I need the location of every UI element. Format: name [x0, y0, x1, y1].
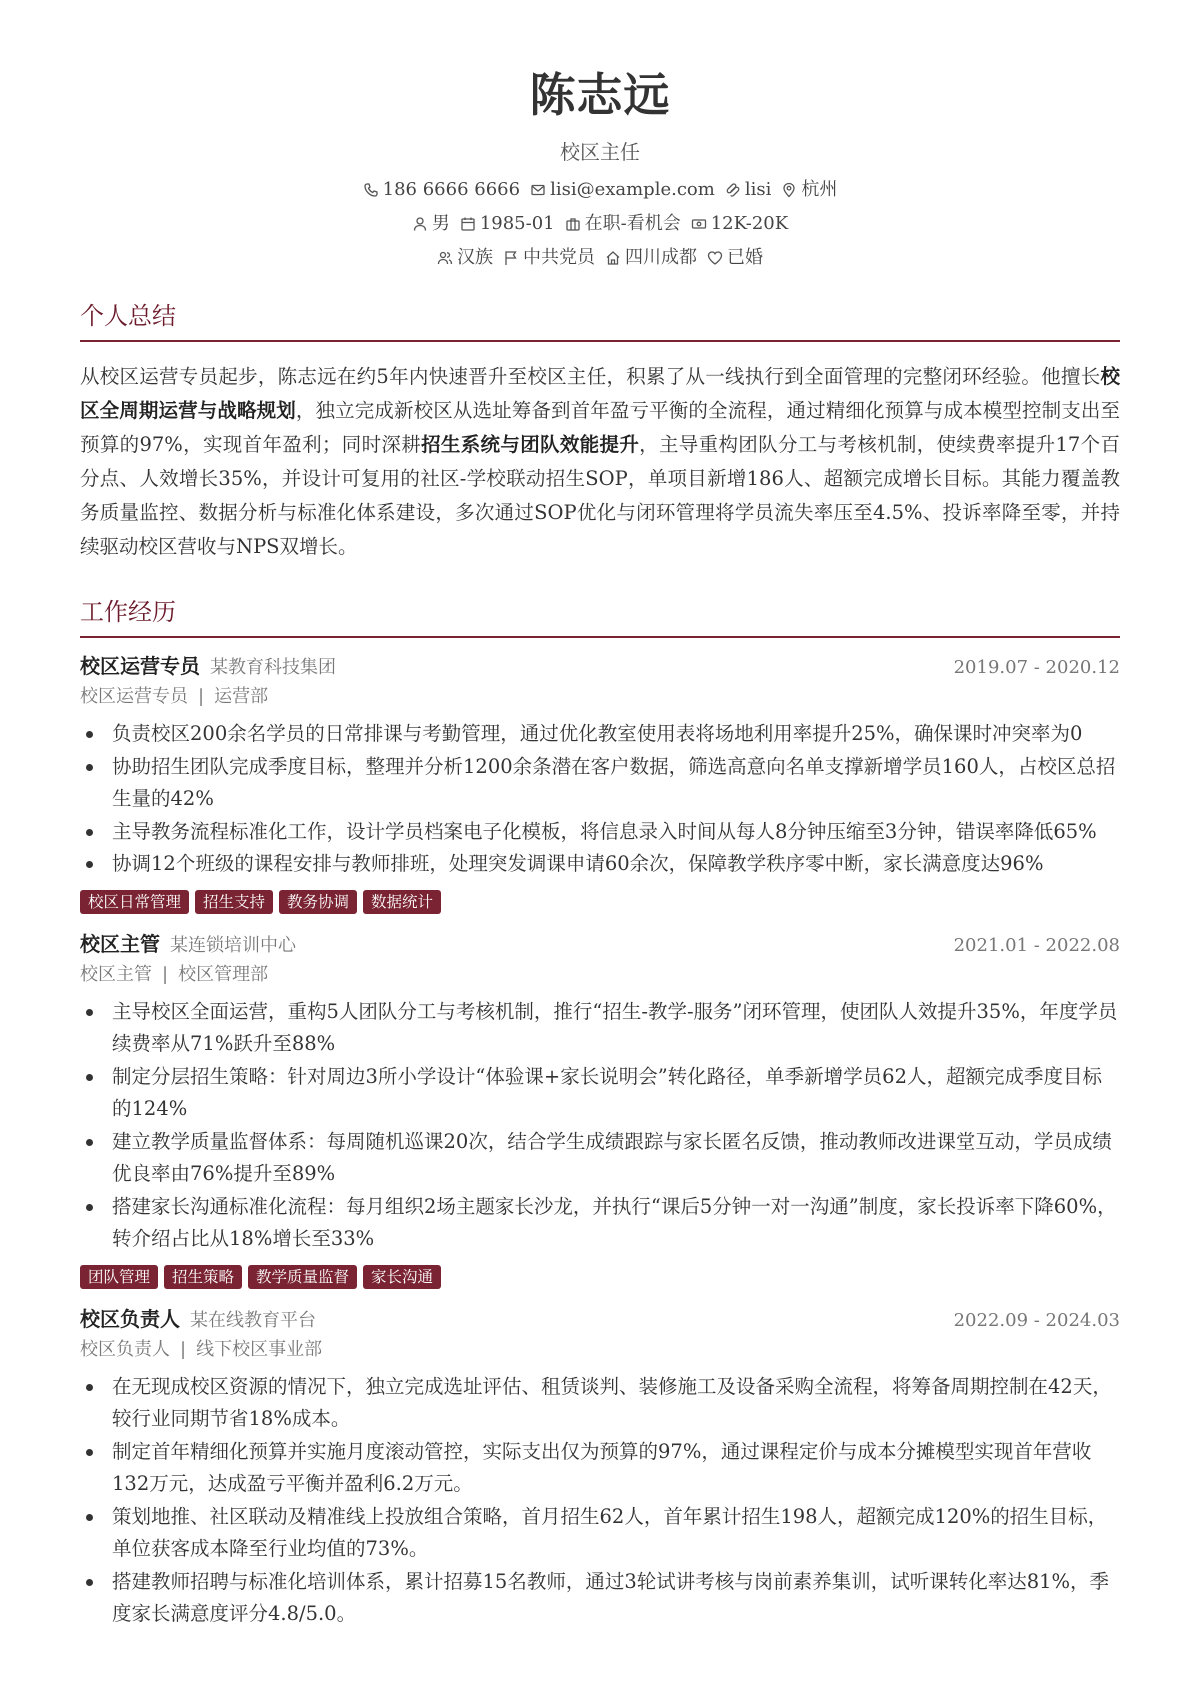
bullet-item: 负责校区200余名学员的日常排课与考勤管理，通过优化教室使用表将场地利用率提升25%，确保课时冲突率为0 [80, 718, 1120, 751]
home-icon [605, 250, 621, 266]
location-text: 杭州 [801, 179, 838, 200]
bullet-item: 制定首年精细化预算并实施月度滚动管控，实际支出仅为预算的97%，通过课程定价与成本分摊模型实现首年营收132万元，达成盈亏平衡并盈利6.2万元。 [80, 1436, 1120, 1501]
resume-header [0, 0, 1200, 270]
wechat-text: lisi [744, 179, 772, 200]
location-icon [781, 182, 797, 198]
job-bullets [80, 718, 1120, 881]
bullet-item: 主导教务流程标准化工作，设计学员档案电子化模板，将信息录入时间从每人8分钟压缩至3分钟，错误率降低65% [80, 816, 1120, 849]
skill-tags [80, 890, 1120, 914]
flag-icon [503, 250, 519, 266]
ethnicity-text: 汉族 [457, 247, 493, 268]
work-section [80, 594, 1120, 1631]
summary-heading: 个人总结 [80, 302, 176, 330]
job-subline [80, 1335, 1120, 1365]
job-header [80, 650, 1120, 682]
skill-tag: 招生策略 [164, 1265, 242, 1289]
gender-text: 男 [431, 213, 450, 234]
bullet-item: 搭建教师招聘与标准化培训体系，累计招募15名教师，通过3轮试讲考核与岗前素养集训，试听课转化率达81%，季度家长满意度评分4.8/5.0。 [80, 1566, 1120, 1631]
party-text: 中共党员 [523, 247, 595, 268]
separator: | [162, 963, 169, 985]
job-subline [80, 960, 1120, 990]
calendar-icon [460, 216, 476, 232]
section-divider [80, 340, 1120, 342]
bullet-item: 建立教学质量监督体系：每周随机巡课20次，结合学生成绩跟踪与家长匿名反馈，推动教师改进课堂互动，学员成绩优良率由76%提升至89% [80, 1126, 1120, 1191]
skill-tag: 家长沟通 [363, 1265, 441, 1289]
job-department: 校区管理部 [178, 963, 269, 985]
salary-icon [691, 216, 707, 232]
skill-tag: 招生支持 [195, 890, 273, 914]
skill-tag: 团队管理 [80, 1265, 158, 1289]
separator: | [198, 686, 205, 707]
job-date: 2019.07 - 2020.12 [953, 657, 1120, 678]
status-text: 在职-看机会 [584, 213, 681, 234]
wechat-icon [725, 182, 741, 198]
job-header [80, 928, 1120, 960]
hometown-text: 四川成都 [625, 247, 697, 268]
bullet-item: 在无现成校区资源的情况下，独立完成选址评估、租赁谈判、装修施工及设备采购全流程，将筹备周期控制在42天，较行业同期节省18%成本。 [80, 1371, 1120, 1436]
summary-section [80, 298, 1120, 564]
phone-text: 186 6666 6666 [382, 179, 521, 200]
ethnicity-icon [437, 250, 453, 266]
section-divider [80, 636, 1120, 638]
job-company: 某在线教育平台 [190, 1309, 316, 1331]
marital-item [707, 246, 763, 270]
job-entry [80, 928, 1120, 1289]
email-text: lisi@example.com [550, 179, 715, 200]
marital-text: 已婚 [727, 247, 763, 268]
job-role: 校区负责人 [80, 1306, 180, 1331]
summary-text: 从校区运营专员起步，陈志远在约5年内快速晋升至校区主任，积累了从一线执行到全面管理的完整闭环经验。他擅长校区全周期运营与战略规划，独立完成新校区从选址筹备到首年盈亏平衡的全流程，通过精细化预算与成本模型控制支出至预算的97%，实现首年盈利；同时深耕招生系统与团队效能提升，主导重构团队分工与考核机制，使续费率提升17个百分点、人效增长35%，并设计可复用的社区-学校联动招生SOP，单项目新增186人、超额完成增长目标。其能力覆盖教务质量监控、数据分析与标准化体系建设，多次通过SOP优化与闭环管理将学员流失率压至4.5%、投诉率降至零，并持续驱动校区营收与NPS双增长。 [80, 365, 1120, 558]
work-heading: 工作经历 [80, 598, 176, 626]
basic-info-row [0, 212, 1200, 236]
location-item [781, 178, 837, 202]
status-item [565, 212, 681, 236]
job-role: 校区运营专员 [80, 654, 200, 678]
birth-item [460, 212, 555, 236]
job-position: 校区主管 [80, 963, 152, 985]
summary-highlight-2: 招生系统与团队效能提升 [421, 433, 640, 456]
phone-item [363, 178, 520, 202]
job-header [80, 1303, 1120, 1335]
skill-tag: 校区日常管理 [80, 890, 189, 914]
job-date: 2021.01 - 2022.08 [953, 934, 1120, 956]
skill-tag: 教务协调 [279, 890, 357, 914]
gender-item [412, 212, 450, 236]
bullet-item: 主导校区全面运营，重构5人团队分工与考核机制，推行“招生-教学-服务”闭环管理，使团队人效提升35%，年度学员续费率从71%跃升至88% [80, 996, 1120, 1061]
skill-tags [80, 1265, 1120, 1289]
salary-text: 12K-20K [710, 213, 789, 234]
job-company: 某连锁培训中心 [170, 934, 296, 956]
email-item [530, 178, 715, 202]
skill-tag: 教学质量监督 [248, 1265, 357, 1289]
bullet-item: 协助招生团队完成季度目标，整理并分析1200余条潜在客户数据，筛选高意向名单支撑新增学员160人，占校区总招生量的42% [80, 751, 1120, 816]
ethnicity-item [437, 246, 493, 270]
job-subline [80, 682, 1120, 712]
separator: | [180, 1338, 187, 1360]
bullet-item: 制定分层招生策略：针对周边3所小学设计“体验课+家长说明会”转化路径，单季新增学员62人，超额完成季度目标的124% [80, 1061, 1120, 1126]
bullet-item: 搭建家长沟通标准化流程：每月组织2场主题家长沙龙，并执行“课后5分钟一对一沟通”制度，家长投诉率下降60%，转介绍占比从18%增长至33% [80, 1191, 1120, 1256]
job-date: 2022.09 - 2024.03 [953, 1309, 1120, 1331]
candidate-title: 校区主任 [560, 140, 640, 164]
bullet-item: 策划地推、社区联动及精准线上投放组合策略，首月招生62人，首年累计招生198人，超额完成120%的招生目标，单位获客成本降至行业均值的73%。 [80, 1501, 1120, 1566]
job-department: 线下校区事业部 [196, 1338, 323, 1360]
phone-icon [363, 182, 379, 198]
wechat-item [725, 178, 772, 202]
person-icon [412, 216, 428, 232]
job-company: 某教育科技集团 [210, 657, 336, 678]
skill-tag: 数据统计 [363, 890, 441, 914]
contact-row [0, 178, 1200, 202]
hometown-item [605, 246, 697, 270]
job-entry [80, 1303, 1120, 1631]
job-bullets [80, 1371, 1120, 1631]
party-item [503, 246, 595, 270]
mail-icon [530, 182, 546, 198]
salary-item [691, 212, 788, 236]
heart-icon [707, 250, 723, 266]
summary-highlight-1: 校区全周期运营与战略规划 [80, 365, 1120, 422]
job-position: 校区运营专员 [80, 686, 188, 707]
briefcase-icon [565, 216, 581, 232]
extra-info-row [0, 246, 1200, 270]
job-department: 运营部 [214, 686, 269, 707]
candidate-name: 陈志远 [529, 68, 671, 122]
birth-text: 1985-01 [479, 213, 555, 234]
job-entry [80, 650, 1120, 914]
bullet-item: 协调12个班级的课程安排与教师排班，处理突发调课申请60余次，保障教学秩序零中断，家长满意度达96% [80, 848, 1120, 881]
job-role: 校区主管 [80, 931, 160, 956]
job-position: 校区负责人 [80, 1338, 170, 1360]
job-bullets [80, 996, 1120, 1256]
